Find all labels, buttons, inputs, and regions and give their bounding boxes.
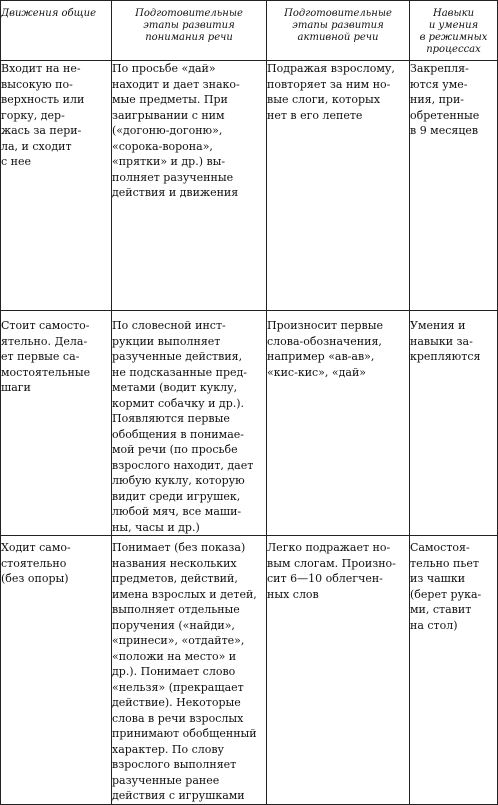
cell-motor: Стоит самосто- ятельно. Дела- ет первые са- мостоятельные шаги (1, 311, 112, 536)
header-motor: Движения общие (1, 1, 112, 61)
cell-comprehension: Понимает (без показа) названия нескольких предметов, действий, имена взрослых и детей, выполняет отдельные поручения («найди», «принеси», «отдайте», «положи на место» и др.). Понимает слово «нельзя» (прекращает действие). Некоторые слова в речи взрослых принимают обобщенный характер. По слову взрослого выполняет разученные ранее действия с игрушками (112, 536, 267, 805)
header-skills: Навыки и умения в режимных процессах (410, 1, 498, 61)
cell-skills: Умения и навыки за- крепляются (410, 311, 498, 536)
cell-active-speech: Легко подражает но- вым слогам. Произно- сит 6—10 облегчен- ных слов (267, 536, 410, 805)
table-row (1, 536, 498, 805)
cell-active-speech: Подражая взрослому, повторяет за ним но- вые слоги, которых нет в его лепете (267, 61, 410, 311)
cell-motor: Ходит само- стоятельно (без опоры) (1, 536, 112, 805)
header-row (1, 1, 498, 61)
cell-comprehension: По словесной инст- рукции выполняет разученные действия, не подсказанные пред- метами (водит куклу, кормит собачку и др.). Появляются первые обобщения в понимае- мой речи (по просьбе взрослого находит, дает любую куклу, которую видит среди игрушек, любой мяч, все маши- ны, часы и др.) (112, 311, 267, 536)
cell-active-speech: Произносит первые слова-обозначения, например «ав-ав», «кис-кис», «дай» (267, 311, 410, 536)
cell-comprehension: По просьбе «дай» находит и дает знако- мые предметы. При заигрывании с ним («догоню-догоню», «сорока-ворона», «прятки» и др.) вы- полняет разученные действия и движения (112, 61, 267, 311)
table-row (1, 61, 498, 311)
cell-skills: Закрепля- ются уме- ния, при- обретенные в 9 месяцев (410, 61, 498, 311)
table-row (1, 311, 498, 536)
header-comprehension: Подготовительные этапы развития понимания речи (112, 1, 267, 61)
header-active-speech: Подготовительные этапы развития активной речи (267, 1, 410, 61)
cell-motor: Входит на не- высокую по- верхность или горку, дер- жась за пери- ла, и сходит с нее (1, 61, 112, 311)
cell-skills: Самостоя- тельно пьет из чашки (берет рука- ми, ставит на стол) (410, 536, 498, 805)
